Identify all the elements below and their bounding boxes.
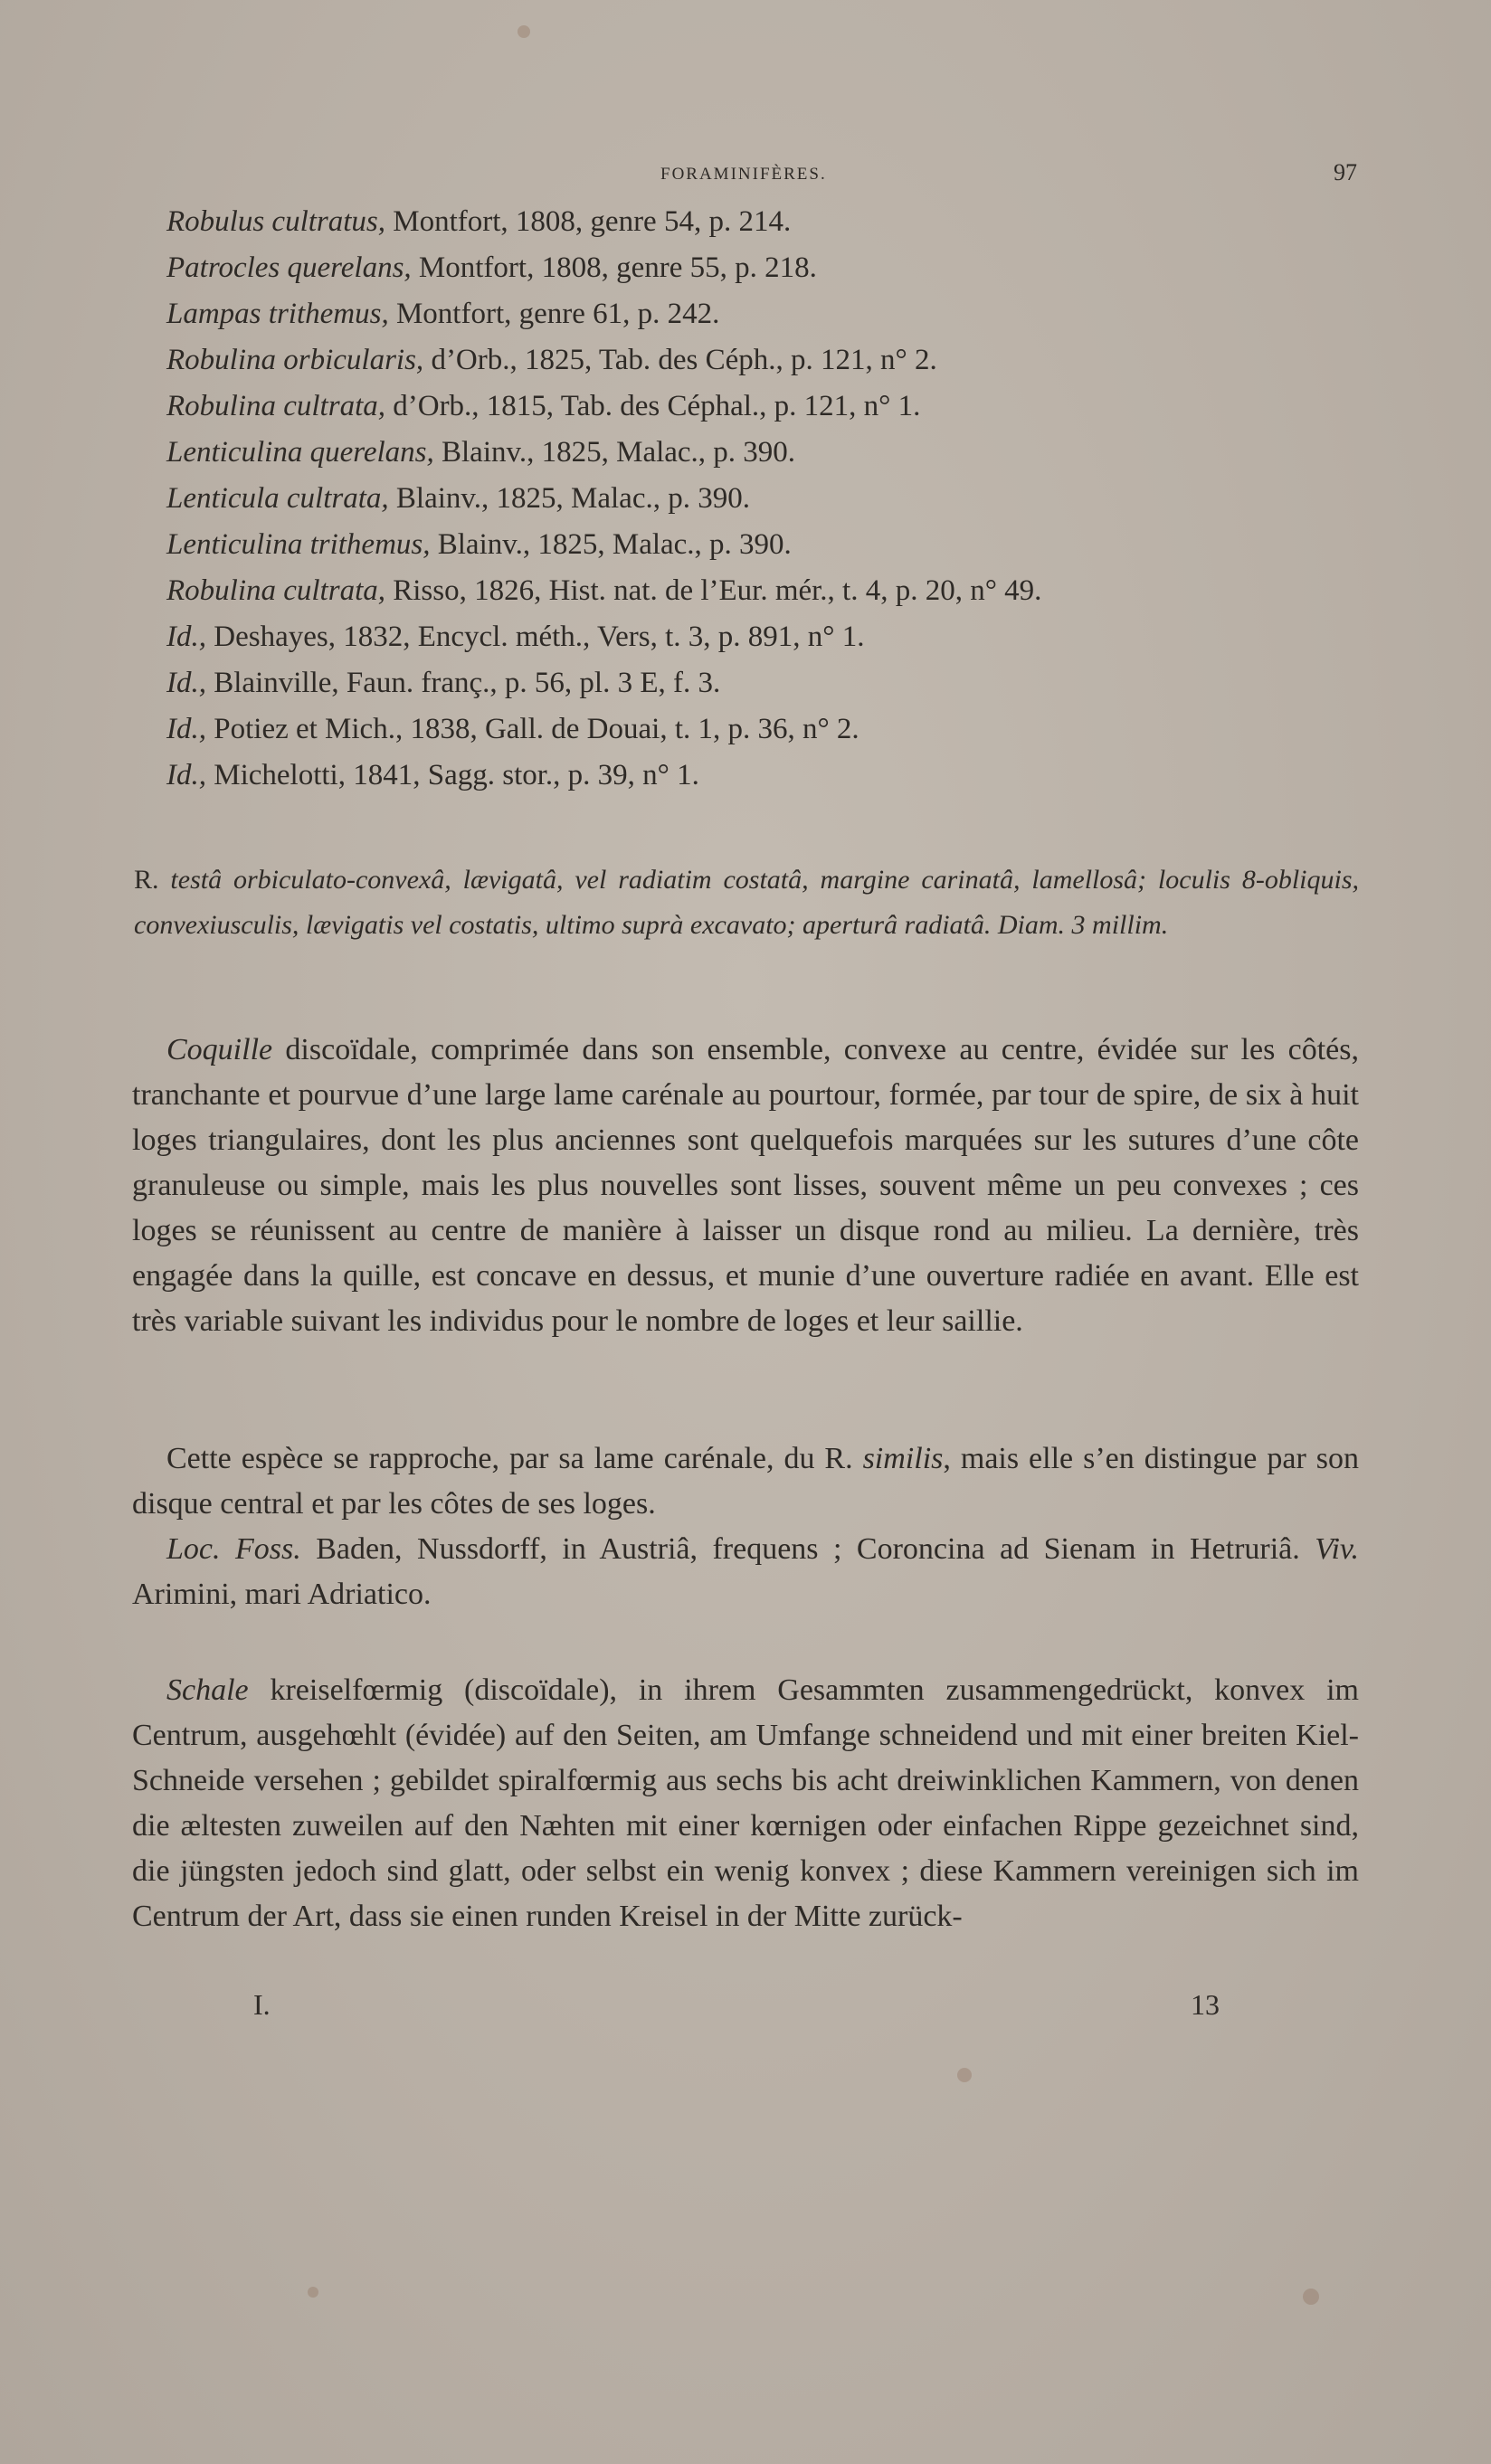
synonymy-entry — [166, 337, 1343, 384]
citation: Montfort, genre 61, p. 242. — [388, 298, 720, 330]
paper-speck — [308, 2287, 318, 2298]
synonymy-entry — [166, 199, 1343, 245]
taxon-name: Robulina cultrata, — [166, 390, 385, 422]
citation: Blainv., 1825, Malac., p. 390. — [388, 482, 750, 515]
synonymy-entry — [166, 522, 1343, 568]
citation: Blainv., 1825, Malac., p. 390. — [433, 436, 796, 469]
page-footer — [163, 1988, 1249, 2024]
paper-speck — [1303, 2289, 1319, 2305]
citation: Blainville, Faun. franç., p. 56, pl. 3 E, f. 3. — [206, 667, 721, 699]
signature-mark: I. — [253, 1988, 271, 2021]
taxon-name: Id., — [166, 621, 206, 653]
synonymy-list — [166, 199, 1343, 799]
page-header — [163, 159, 1357, 192]
comparison-species: similis — [862, 1442, 944, 1475]
taxon-name: Lenticula cultrata, — [166, 482, 389, 515]
synonymy-entry — [166, 614, 1343, 660]
taxon-name: Id., — [166, 667, 206, 699]
synonymy-entry — [166, 291, 1343, 337]
citation: Blainv., 1825, Malac., p. 390. — [430, 528, 792, 561]
comparison-text-a: Cette espèce se rapproche, par sa lame carénale, du R. — [166, 1442, 863, 1475]
synonymy-entry — [166, 245, 1343, 291]
synonymy-entry — [166, 753, 1343, 799]
taxon-name: Robulina orbicularis, — [166, 344, 424, 376]
taxon-name: Lenticulina querelans, — [166, 436, 434, 469]
latin-diagnosis — [134, 858, 1359, 948]
citation: d’Orb., 1815, Tab. des Céphal., p. 121, n° 1. — [385, 390, 921, 422]
citation: Montfort, 1808, genre 55, p. 218. — [411, 251, 817, 284]
synonymy-entry — [166, 430, 1343, 476]
german-description-text: kreiselfœrmig (discoïdale), in ihrem Gesammten zusammengedrückt, konvex im Centrum, ausgehœhlt (évidée) auf den Seiten, am Umfange schneidend und mit einer breiten Kiel-Schneide versehen ; gebildet spiralfœrmig aus sechs bis acht dreiwinklichen Kammern, von denen die æltesten zuweilen auf den Næhten mit einer kœrnigen oder einfachen Rippe gezeichnet sind, die jüngsten jedoch sind glatt, oder selbst ein wenig konvex ; diese Kammern vereinigen sich im Centrum der Art, dass sie einen runden Kreisel in der Mitte zurück- — [132, 1673, 1359, 1933]
locality-text: Baden, Nussdorff, in Austriâ, frequens ; Coroncina ad Sienam in Hetruriâ. — [300, 1532, 1315, 1566]
paper-speck — [957, 2068, 972, 2082]
diagnosis-genus-abbrev: R. — [134, 865, 159, 895]
german-description-label: Schale — [166, 1673, 249, 1707]
synonymy-entry — [166, 476, 1343, 522]
taxon-name: Robulina cultrata, — [166, 574, 385, 607]
french-description — [132, 1028, 1359, 1344]
taxon-name: Id., — [166, 759, 206, 791]
sheet-number: 13 — [1191, 1988, 1220, 2021]
citation: d’Orb., 1825, Tab. des Céph., p. 121, n° 2. — [423, 344, 937, 376]
german-description — [132, 1668, 1359, 1939]
citation: Deshayes, 1832, Encycl. méth., Vers, t. 3, p. 891, n° 1. — [206, 621, 865, 653]
page-number: 97 — [1334, 159, 1357, 185]
taxon-name: Lampas trithemus, — [166, 298, 389, 330]
living-label: Viv. — [1315, 1532, 1359, 1566]
locality-label: Loc. Foss. — [166, 1532, 301, 1566]
french-description-label: Coquille — [166, 1033, 273, 1066]
citation: Risso, 1826, Hist. nat. de l’Eur. mér., t. 4, p. 20, n° 49. — [385, 574, 1042, 607]
synonymy-entry — [166, 706, 1343, 753]
diagnosis-text: testâ orbiculato-convexâ, lævigatâ, vel radiatim costatâ, margine carinatâ, lamellosâ; loculis 8-obliquis, convexiusculis, lævigatis vel costatis, ultimo suprà excavato; aperturâ radiatâ. Diam. 3 millim. — [134, 865, 1360, 940]
locality-paragraph — [132, 1527, 1359, 1617]
french-comparison — [132, 1436, 1359, 1527]
citation: Potiez et Mich., 1838, Gall. de Douai, t. 1, p. 36, n° 2. — [206, 713, 859, 745]
taxon-name: Lenticulina trithemus, — [166, 528, 431, 561]
running-head: FORAMINIFÈRES. — [660, 165, 827, 184]
french-description-text: discoïdale, comprimée dans son ensemble, convexe au centre, évidée sur les côtés, tranchante et pourvue d’une large lame carénale au pourtour, formée, par tour de spire, de six à huit loges triangulaires, dont les plus anciennes sont quelquefois marquées sur les sutures d’une côte granuleuse ou simple, mais les plus nouvelles sont lisses, souvent même un peu convexes ; ces loges se réunissent au centre de manière à laisser un disque rond au milieu. La dernière, très engagée dans la quille, est concave en dessus, et munie d’une ouverture radiée en avant. Elle est très variable suivant les individus pour le nombre de loges et leur saillie. — [132, 1033, 1359, 1338]
taxon-name: Robulus cultratus, — [166, 205, 386, 238]
synonymy-entry — [166, 384, 1343, 430]
synonymy-entry — [166, 660, 1343, 706]
citation: Montfort, 1808, genre 54, p. 214. — [385, 205, 792, 238]
paper-speck — [518, 25, 530, 38]
taxon-name: Patrocles querelans, — [166, 251, 412, 284]
living-text: Arimini, mari Adriatico. — [132, 1578, 432, 1611]
synonymy-entry — [166, 568, 1343, 614]
comparison-text-b: , mais elle s’en distingue par son disque central et par les côtes de ses loges. — [132, 1442, 1359, 1521]
citation: Michelotti, 1841, Sagg. stor., p. 39, n° 1. — [206, 759, 699, 791]
taxon-name: Id., — [166, 713, 206, 745]
